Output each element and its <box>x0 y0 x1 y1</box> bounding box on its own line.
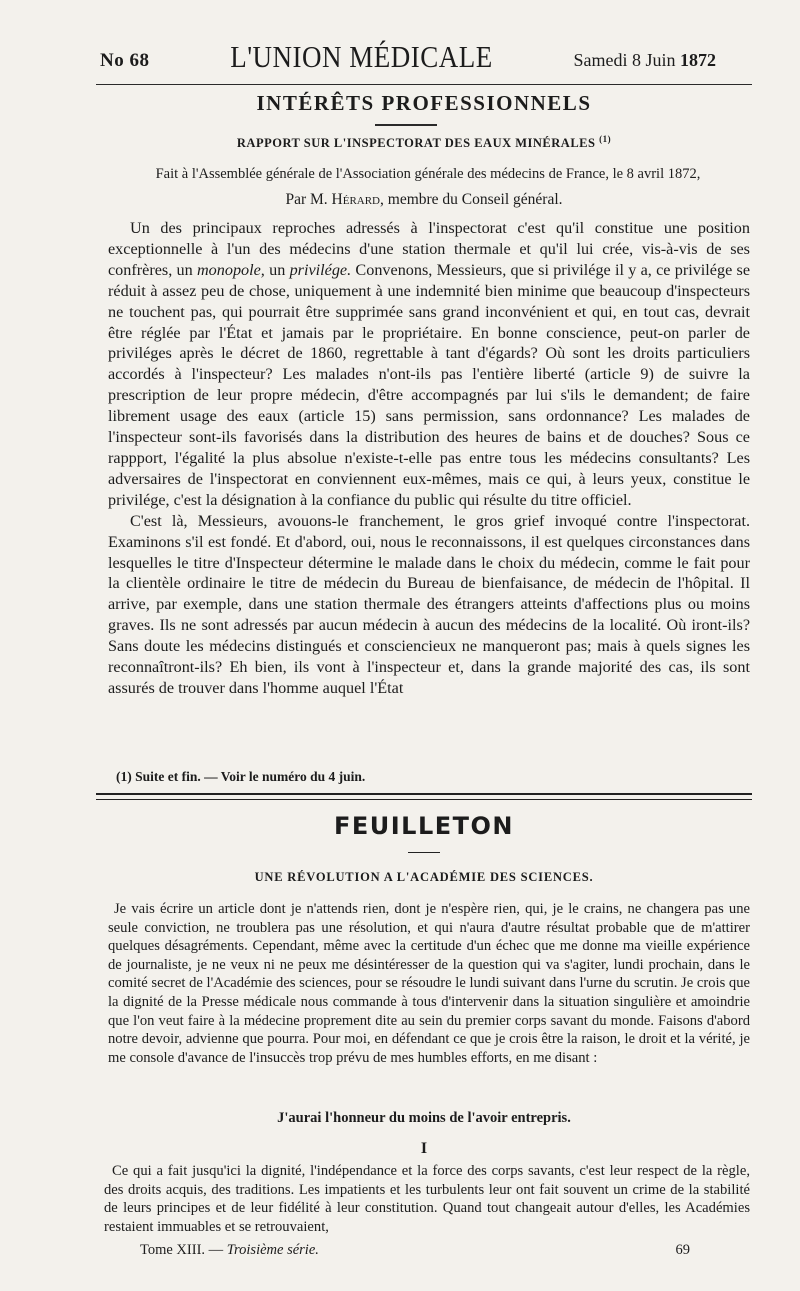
feuilleton-title: FEUILLETON <box>333 812 515 840</box>
issue-year: 1872 <box>680 50 716 70</box>
paragraph-text: un <box>264 260 290 279</box>
feuilleton-body <box>108 900 750 1067</box>
article-subtitle: Fait à l'Assemblée générale de l'Association générale des médecins de France, le 8 avril 1872, <box>155 166 701 182</box>
article-paragraph: C'est là, Messieurs, avouons-le franchement, le gros grief invoqué contre l'inspectorat. Examinons s'il est fondé. Et d'abord, oui, nous le reconnaissons, il est quelques circonstances dans lesquelles le titre d'Inspecteur détermine le malade dans le choix du médecin, comme le fait pour la clientèle ordinaire le titre de médecin du Bureau de bienfaisance, de médecin de l'hôpital. Il arrive, par exemple, dans une station thermale des étrangers atteints d'affections plus ou moins graves. Ils ne sont adressés par aucun médecin à aucun des médecins de la localité. Où iront-ils? Sans doute les médecins distingués et consciencieux ne manqueront pas; mais à quels signes les reconnaîtront-ils? Eh bien, ils vont à l'inspecteur et, dans la grande majorité des cas, ils sont assurés de trouver dans l'homme auquel l'État <box>108 511 750 697</box>
issue-day: Samedi 8 Juin <box>573 50 676 70</box>
feuilleton-title-rule <box>408 852 440 853</box>
author-prefix: Par M. <box>285 191 328 208</box>
feuilleton-separator <box>96 793 752 800</box>
feuilleton-paragraph: Ce qui a fait jusqu'ici la dignité, l'indépendance et la force des corps savants, c'est leur respect de la règle, des droits acquis, des traditions. Les impatients et les turbulents leur ont fait souvent un crime de la stabilité de leurs principes et de leur fidélité à leur constitution. Quand tout changeait autour d'elles, les Académies restaient immuables et se retrouvaient, <box>104 1163 750 1235</box>
emphasis-text: monopole, <box>196 260 265 279</box>
section-title-rule <box>375 124 437 126</box>
footnote-ref: (1) <box>599 134 612 144</box>
emphasis-text: privilége. <box>289 260 352 279</box>
feuilleton-subtitle: UNE RÉVOLUTION A L'ACADÉMIE DES SCIENCES. <box>254 870 594 884</box>
article-title <box>96 134 752 151</box>
journal-title: L'UNION MÉDICALE <box>230 40 493 74</box>
page-number: 69 <box>675 1242 690 1258</box>
feuilleton-body-2 <box>104 1162 750 1236</box>
page-header <box>100 42 716 82</box>
issue-date <box>574 50 717 71</box>
header-rule <box>96 84 752 85</box>
footer-series <box>140 1242 319 1259</box>
paragraph-text: Un des principaux reproches adressés à l'inspectorat c'est qu'il constitue une position exceptionnelle à l'un des médecins d'une station thermale et qu'il lui crée, vis-à-vis de ses confrères, un <box>108 219 750 279</box>
issue-number: No 68 <box>100 50 150 71</box>
footer-tome: Tome XIII. — <box>140 1242 224 1258</box>
feuilleton-section-number: I <box>420 1140 428 1157</box>
section-title: INTÉRÊTS PROFESSIONNELS <box>256 91 592 115</box>
feuilleton-paragraph: Je vais écrire un article dont je n'attends rien, dont je n'espère rien, qui, je le crains, ne changera pas une seule conviction, ne troublera pas une résolution, et qui n'aura d'autre résultat probable que de m'attirer quelques désagréments. Cependant, même avec la certitude d'un échec que me donne ma vieille expérience de journaliste, je ne veux ni ne peux me désintéresser de la question qui va s'agiter, lundi prochain, dans le comité secret de l'Académie des sciences, pour se résoudre le lundi suivant dans l'urne du scrutin. Je crois que la dignité de la Presse médicale nous commande à tous d'intervenir dans la situation singulière et amoindrie que l'on veut faire à la médecine proprement dite au sein du premier corps savant du monde. Faisons d'abord notre devoir, advienne que pourra. Pour moi, en défendant ce que je crois être la raison, le droit et la vérité, je me console d'avance de l'insuccès trop prévu de mes humbles efforts, en me disant : <box>108 901 750 1066</box>
footnote: (1) Suite et fin. — Voir le numéro du 4 juin. <box>116 769 366 784</box>
article-body <box>108 218 750 699</box>
author-name: Hérard <box>331 191 381 208</box>
footer-serie: Troisième série. <box>226 1242 319 1258</box>
paragraph-text: Convenons, Messieurs, que si privilége il y a, ce privilége se réduit à assez peu de chose, uniquement à une indemnité bien minime que beaucoup d'inspecteurs ne touchent pas, qui pourrait être supprimée sans grand inconvénient et qui, en tout cas, devrait être réglée par l'État et jamais par le propriétaire. En bonne conscience, peut-on parler de priviléges après le décret de 1860, regrettable à tant d'égards? Où sont les droits particuliers accordés à l'inspecteur? Les malades n'ont-ils pas l'entière liberté (article 9) de suivre la prescription de leur propre médecin, d'être accompagnés par lui s'ils le demandent; de faire librement usage des eaux (article 15) sans permission, sans ordonnance? Les malades de l'inspecteur sont-ils favorisés dans la distribution des heures de bains et de douches? Sous ce rappport, l'égalité la plus absolue n'existe-t-elle pas entre tous les médecins consultants? Les adversaires de l'inspectorat en conviennent eux-mêmes, mais ce qui, à leurs yeux, constitue le privilége, c'est la désignation à la confiance du public qui résulte du titre officiel. <box>108 260 751 509</box>
article-paragraph <box>108 218 750 511</box>
article-title-text: RAPPORT SUR L'INSPECTORAT DES EAUX MINÉRALES <box>236 136 596 151</box>
page-footer <box>140 1242 690 1259</box>
article-author <box>96 191 752 209</box>
feuilleton-quote: J'aurai l'honneur du moins de l'avoir entrepris. <box>277 1110 571 1126</box>
author-suffix: , membre du Conseil général. <box>380 191 563 208</box>
